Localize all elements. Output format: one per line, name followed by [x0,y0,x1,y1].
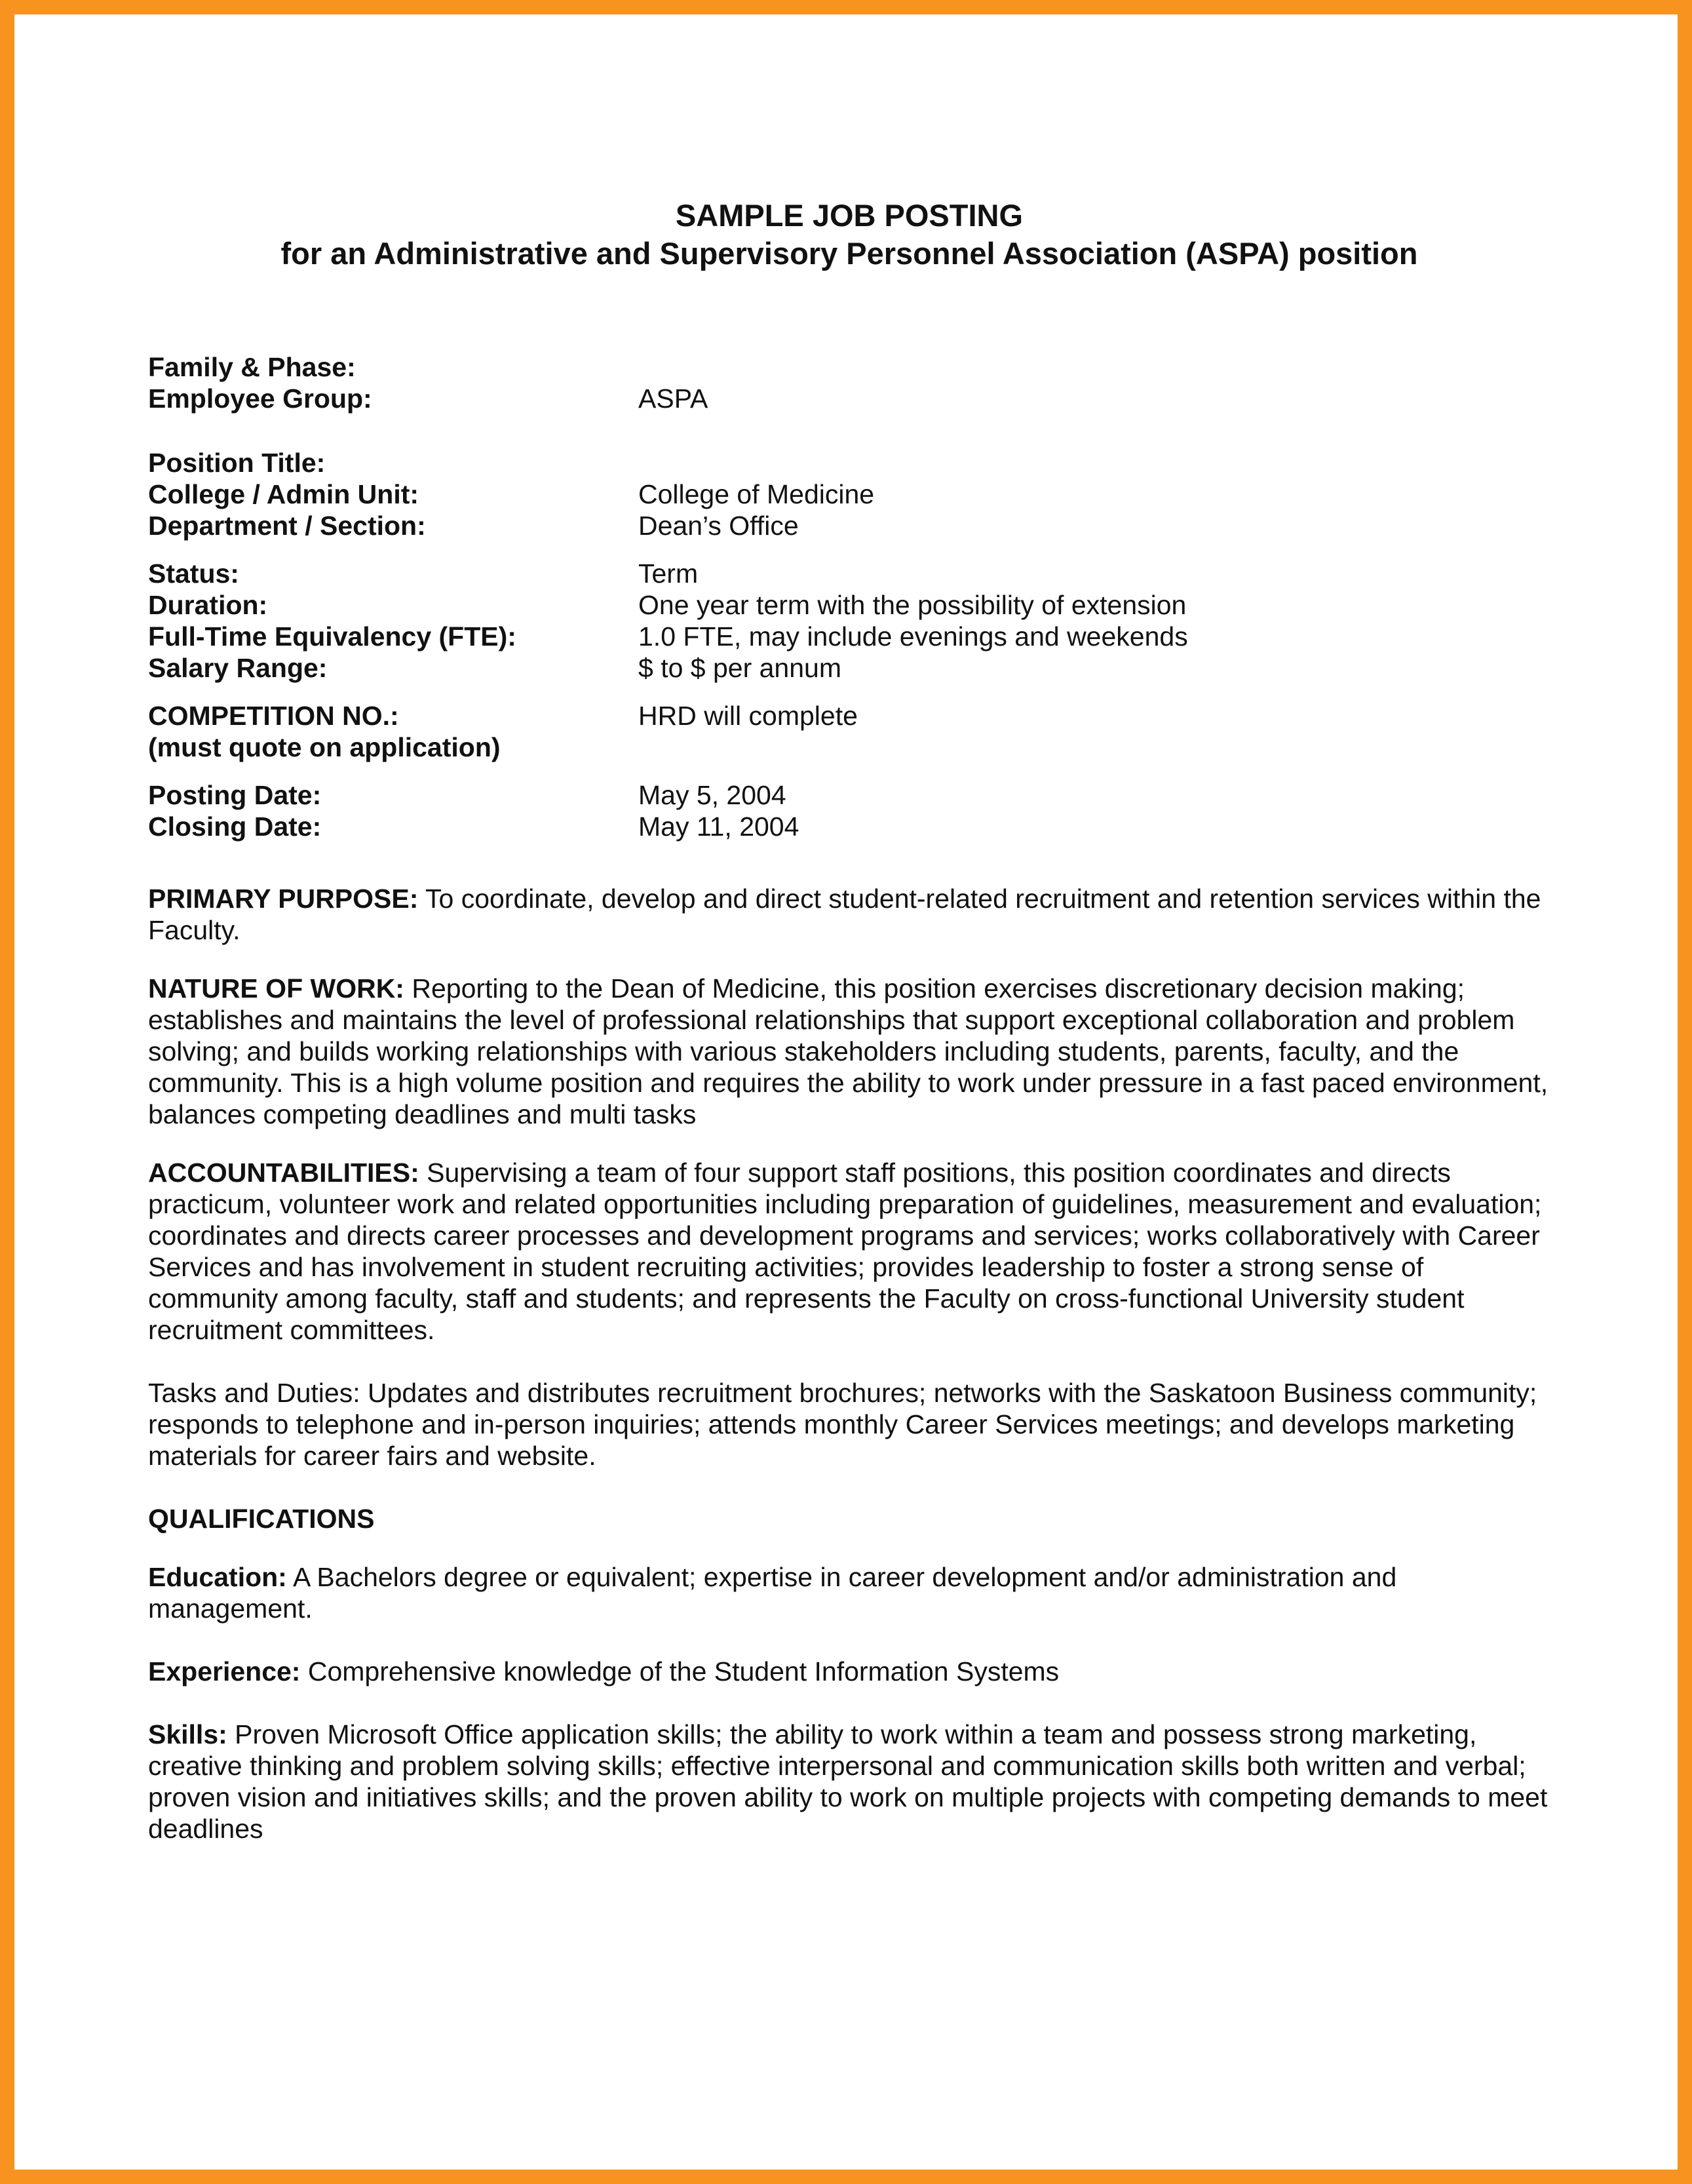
field-label: Salary Range: [148,653,328,683]
document-subtitle: for an Administrative and Supervisory Personnel Association (ASPA) position [280,236,1418,271]
field-posting-date [148,779,1550,811]
education-heading: Education: [148,1562,287,1592]
field-value: 1.0 FTE, may include evenings and weekends [638,621,1188,652]
field-value: May 5, 2004 [638,780,786,810]
field-label: COMPETITION NO.: [148,701,399,731]
field-value: Dean’s Office [638,511,799,541]
field-fte [148,621,1550,652]
field-status [148,558,1550,589]
field-competition-note [148,731,1550,763]
field-label: Duration: [148,590,268,620]
field-salary-range [148,652,1550,684]
experience-text: Comprehensive knowledge of the Student Information Systems [300,1656,1060,1687]
field-closing-date [148,811,1550,842]
field-value: May 11, 2004 [638,811,799,842]
tasks-and-duties-paragraph: Tasks and Duties: Updates and distributes recruitment brochures; networks with the Saskatoon Business community; responds to telephone and in-person inquiries; attends monthly Career Services meetings; and develops marketing materials for career fairs and website. [148,1378,1537,1471]
accountabilities-text: Supervising a team of four support staff positions, this position coordinates and directs practicum, volunteer work and related opportunities including preparation of guidelines, measurement and evaluation; coordinates and directs career processes and development programs and services; works collaboratively with Career Services and has involvement in student recruiting activities; provides leadership to foster a strong sense of community among faculty, staff and students; and represents the Faculty on cross-functional University student recruitment committees. [148,1158,1542,1345]
nature-of-work-text: Reporting to the Dean of Medicine, this position exercises discretionary decision making; establishes and maintains the level of professional relationships that support exceptional collaboration and problem solving; and builds working relationships with various stakeholders including students, parents, faculty, and the community. This is a high volume position and requires the ability to work under pressure in a fast paced environment, balances competing deadlines and multi tasks [148,973,1548,1129]
field-value: One year term with the possibility of extension [638,590,1187,620]
field-label: College / Admin Unit: [148,479,419,509]
field-competition-no [148,700,1550,731]
skills-paragraph [148,1719,1550,1844]
field-college-unit [148,478,1550,510]
field-value: Term [638,558,699,589]
skills-text: Proven Microsoft Office application skills; the ability to work within a team and possess strong marketing, creative thinking and problem solving skills; effective interpersonal and communication skills both written and verbal; proven vision and initiatives skills; and the proven ability to work on multiple projects with competing demands to meet deadlines [148,1719,1548,1844]
field-duration [148,589,1550,621]
field-label: Status: [148,558,239,589]
qualifications-heading: QUALIFICATIONS [148,1504,375,1534]
field-value: HRD will complete [638,701,858,731]
field-position-title [148,447,1550,478]
field-label: (must quote on application) [148,732,501,762]
field-label: Position Title: [148,448,326,478]
accountabilities-heading: ACCOUNTABILITIES: [148,1158,419,1188]
nature-of-work-heading: NATURE OF WORK: [148,973,404,1004]
skills-heading: Skills: [148,1719,227,1749]
primary-purpose-paragraph [148,883,1550,946]
field-label: Employee Group: [148,383,372,414]
accountabilities-paragraph [148,1157,1550,1346]
education-paragraph [148,1561,1550,1624]
experience-paragraph [148,1656,1550,1687]
field-value: College of Medicine [638,479,875,509]
field-label: Family & Phase: [148,352,356,382]
document-title: SAMPLE JOB POSTING [675,198,1024,233]
primary-purpose-text: To coordinate, develop and direct student-related recruitment and retention services within the Faculty. [148,884,1541,945]
field-label: Full-Time Equivalency (FTE): [148,621,516,652]
document-page [148,197,1550,1871]
field-label: Department / Section: [148,511,426,541]
experience-heading: Experience: [148,1656,301,1687]
field-value: $ to $ per annum [638,653,841,683]
posting-fields [148,351,1550,842]
nature-of-work-paragraph [148,973,1550,1130]
field-department [148,510,1550,541]
field-label: Closing Date: [148,811,322,842]
education-text: A Bachelors degree or equivalent; expertise in career development and/or administration and management. [148,1562,1397,1624]
field-value: ASPA [638,383,708,414]
field-label: Posting Date: [148,780,322,810]
field-employee-group [148,383,1550,414]
title-block [148,197,1550,273]
primary-purpose-heading: PRIMARY PURPOSE: [148,884,419,914]
field-family-phase [148,351,1550,383]
